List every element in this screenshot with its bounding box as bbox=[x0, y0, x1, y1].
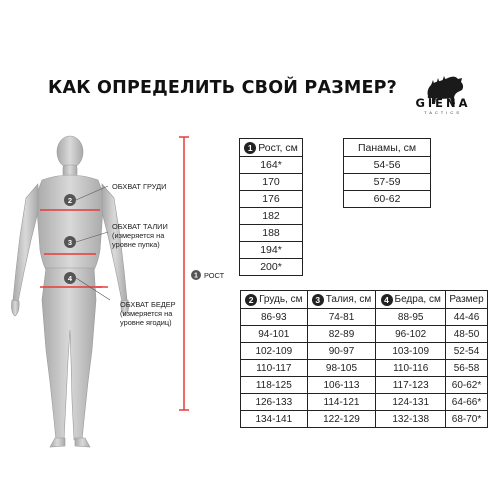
table-cell: 96-102 bbox=[376, 326, 446, 343]
table-cell: 94-101 bbox=[241, 326, 308, 343]
number-2-icon: 2 bbox=[245, 294, 257, 306]
table-cell: 68-70* bbox=[446, 411, 488, 428]
table-cell: 98-105 bbox=[307, 360, 376, 377]
logo-name: GIENA bbox=[415, 96, 471, 110]
waist-header: 3 Талия, см bbox=[307, 291, 376, 309]
body-figure bbox=[0, 0, 240, 500]
table-cell: 57-59 bbox=[344, 174, 431, 191]
marker-hips-number: 4 bbox=[67, 274, 73, 283]
table-row bbox=[241, 377, 488, 394]
marker-height-number: 1 bbox=[194, 272, 198, 280]
table-cell: 176 bbox=[240, 191, 303, 208]
table-header-row bbox=[241, 291, 488, 309]
table-cell: 52-54 bbox=[446, 343, 488, 360]
table-row bbox=[241, 394, 488, 411]
number-3-icon: 3 bbox=[312, 294, 324, 306]
table-cell: 134-141 bbox=[241, 411, 308, 428]
height-table bbox=[239, 138, 303, 276]
table-row bbox=[240, 225, 303, 242]
table-cell: 86-93 bbox=[241, 309, 308, 326]
table-row bbox=[241, 411, 488, 428]
table-cell: 122-129 bbox=[307, 411, 376, 428]
table-cell: 82-89 bbox=[307, 326, 376, 343]
table-cell: 103-109 bbox=[376, 343, 446, 360]
table-row bbox=[241, 326, 488, 343]
table-cell: 164* bbox=[240, 157, 303, 174]
table-cell: 48-50 bbox=[446, 326, 488, 343]
chest-label: ОБХВАТ ГРУДИ bbox=[112, 182, 167, 191]
table-row bbox=[240, 259, 303, 276]
table-row bbox=[240, 157, 303, 174]
table-row bbox=[344, 174, 431, 191]
table-cell: 74-81 bbox=[307, 309, 376, 326]
table-cell: 88-95 bbox=[376, 309, 446, 326]
table-row bbox=[240, 174, 303, 191]
table-cell: 170 bbox=[240, 174, 303, 191]
table-cell: 60-62 bbox=[344, 191, 431, 208]
hat-header: Панамы, см bbox=[344, 139, 431, 157]
marker-waist-number: 3 bbox=[67, 238, 73, 247]
hips-header: 4 Бедра, см bbox=[376, 291, 446, 309]
table-row bbox=[344, 191, 431, 208]
table-cell: 110-117 bbox=[241, 360, 308, 377]
number-1-icon: 1 bbox=[244, 142, 256, 154]
table-cell: 194* bbox=[240, 242, 303, 259]
hat-size-table bbox=[343, 138, 431, 208]
table-header-row bbox=[240, 139, 303, 157]
hips-label: ОБХВАТ БЕДЕР (измеряется на уровне ягодиц) bbox=[120, 300, 176, 327]
table-cell: 118-125 bbox=[241, 377, 308, 394]
table-cell: 44-46 bbox=[446, 309, 488, 326]
human-silhouette bbox=[11, 136, 128, 447]
table-cell: 117-123 bbox=[376, 377, 446, 394]
table-cell: 90-97 bbox=[307, 343, 376, 360]
chest-header: 2 Грудь, см bbox=[241, 291, 308, 309]
table-cell: 102-109 bbox=[241, 343, 308, 360]
table-cell: 114-121 bbox=[307, 394, 376, 411]
table-cell: 132-138 bbox=[376, 411, 446, 428]
height-label: РОСТ bbox=[204, 271, 225, 280]
table-row bbox=[241, 343, 488, 360]
table-header-row bbox=[344, 139, 431, 157]
waist-label: ОБХВАТ ТАЛИИ (измеряется на уровне пупка) bbox=[112, 222, 168, 249]
table-row bbox=[240, 208, 303, 225]
table-cell: 54-56 bbox=[344, 157, 431, 174]
table-row bbox=[241, 360, 488, 377]
number-4-icon: 4 bbox=[381, 294, 393, 306]
table-cell: 60-62* bbox=[446, 377, 488, 394]
table-cell: 182 bbox=[240, 208, 303, 225]
table-cell: 106-113 bbox=[307, 377, 376, 394]
table-row bbox=[241, 309, 488, 326]
table-cell: 124-131 bbox=[376, 394, 446, 411]
table-cell: 188 bbox=[240, 225, 303, 242]
table-cell: 64-66* bbox=[446, 394, 488, 411]
table-cell: 110-116 bbox=[376, 360, 446, 377]
size-table bbox=[240, 290, 488, 428]
logo-tagline: TACTICS bbox=[424, 110, 462, 115]
table-row bbox=[240, 242, 303, 259]
size-header: Размер bbox=[446, 291, 488, 309]
marker-chest-number: 2 bbox=[67, 196, 73, 205]
table-row bbox=[240, 191, 303, 208]
table-cell: 56-58 bbox=[446, 360, 488, 377]
table-cell: 126-133 bbox=[241, 394, 308, 411]
table-row bbox=[344, 157, 431, 174]
height-header: 1 Рост, см bbox=[240, 139, 303, 157]
table-cell: 200* bbox=[240, 259, 303, 276]
page-title: КАК ОПРЕДЕЛИТЬ СВОЙ РАЗМЕР? bbox=[48, 78, 397, 98]
